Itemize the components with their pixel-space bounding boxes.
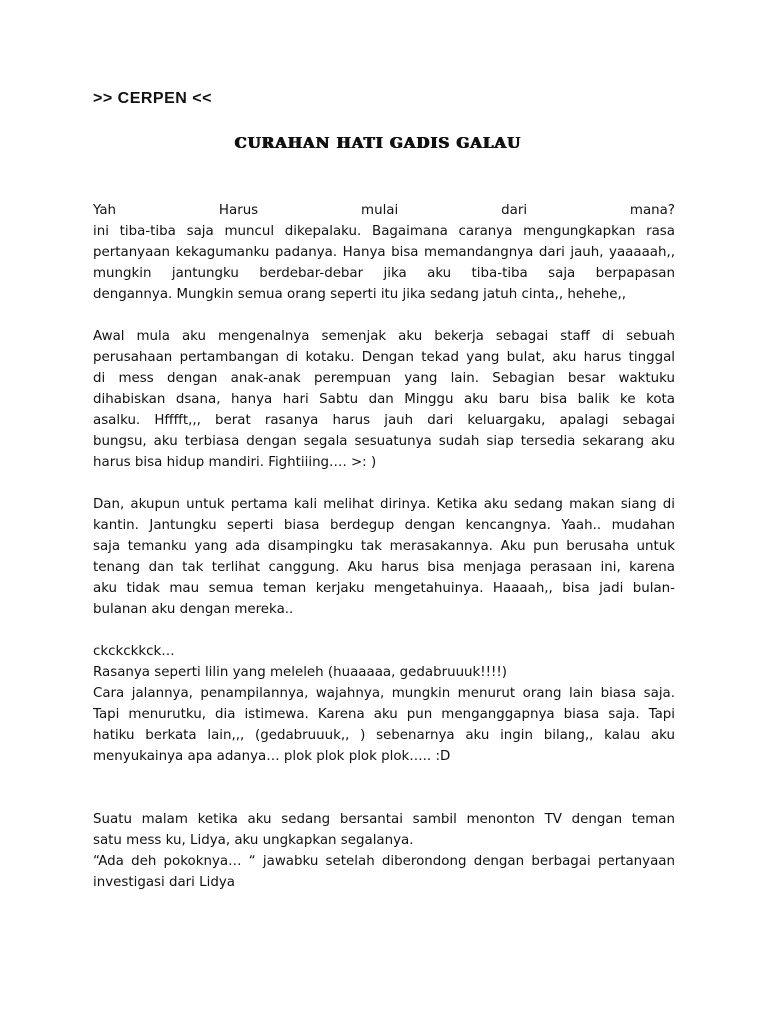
- document-header: >> CERPEN <<: [93, 90, 212, 107]
- text-line: Awal mula aku mengenalnya semenjak aku bekerja sebagai staff di sebuah: [93, 329, 675, 344]
- text-line: Cara jalannya, penampilannya, wajahnya, mungkin menurut orang lain biasa saja.: [93, 686, 675, 701]
- paragraph-2: [93, 326, 675, 473]
- text-line: harus bisa hidup mandiri. Fightiiing…. >: ): [93, 455, 377, 470]
- text-line: perusahaan pertambangan di kotaku. Dengan tekad yang bulat, aku harus tinggal: [93, 350, 675, 365]
- paragraph-4: [93, 641, 675, 767]
- text-line: hatiku berkata lain,,, (gedabruuuk,, ) sebenarnya aku ingin bilang,, kalau aku: [93, 728, 675, 743]
- story-title-text: CURAHAN HATI GADIS GALAU: [234, 134, 522, 152]
- text-line: investigasi dari Lidya: [93, 875, 235, 890]
- text-line: dengannya. Mungkin semua orang seperti itu jika sedang jatuh cinta,, hehehe,,: [93, 287, 627, 302]
- text-line: kantin. Jantungku seperti biasa berdegup dengan kencangnya. Yaah.. mudahan: [93, 518, 675, 533]
- text-line: Tapi menurutku, dia istimewa. Karena aku pun menganggapnya biasa saja. Tapi: [93, 707, 675, 722]
- text-line: saja temanku yang ada disampingku tak merasakannya. Aku pun berusaha untuk: [93, 539, 675, 554]
- text-line: ini tiba-tiba saja muncul dikepalaku. Bagaimana caranya mengungkapkan rasa: [93, 224, 675, 239]
- text-line: Dan, akupun untuk pertama kali melihat dirinya. Ketika aku sedang makan siang di: [93, 497, 675, 512]
- text-line: pertanyaan kekagumanku padanya. Hanya bisa memandangnya dari jauh, yaaaaah,,: [93, 245, 675, 260]
- story-title: [93, 134, 675, 152]
- text-line: Yah Harus mulai dari mana?: [93, 203, 675, 218]
- text-line: ckckckkck…: [93, 644, 175, 659]
- text-line: Suatu malam ketika aku sedang bersantai sambil menonton TV dengan teman: [93, 812, 675, 827]
- text-line: di mess dengan anak-anak perempuan yang lain. Sebagian besar waktuku: [93, 371, 675, 386]
- paragraph-5: [93, 809, 675, 893]
- text-line: menyukainya apa adanya… plok plok plok plok….. :D: [93, 749, 451, 764]
- text-line: mungkin jantungku berdebar-debar jika aku tiba-tiba saja berpapasan: [93, 266, 675, 281]
- paragraph-1: [93, 200, 675, 305]
- text-line: Rasanya seperti lilin yang meleleh (huaaaaa, gedabruuuk!!!!): [93, 665, 507, 680]
- text-line: aku tidak mau semua teman kerjaku mengetahuinya. Haaaah,, bisa jadi bulan-: [93, 581, 675, 596]
- text-line: dihabiskan dsana, hanya hari Sabtu dan Minggu aku baru bisa balik ke kota: [93, 392, 675, 407]
- document-page: [93, 90, 675, 914]
- text-line: bungsu, aku terbiasa dengan segala sesuatunya sudah siap tersedia sekarang aku: [93, 434, 675, 449]
- text-line: asalku. Hfffft,,, berat rasanya harus jauh dari keluargaku, apalagi sebagai: [93, 413, 675, 428]
- story-body: [93, 200, 675, 893]
- text-line: satu mess ku, Lidya, aku ungkapkan segalanya.: [93, 833, 414, 848]
- text-line: bulanan aku dengan mereka..: [93, 602, 294, 617]
- blank-line: [93, 788, 675, 809]
- text-line: “Ada deh pokoknya… “ jawabku setelah diberondong dengan berbagai pertanyaan: [93, 854, 675, 869]
- paragraph-3: [93, 494, 675, 620]
- text-line: tenang dan tak terlihat canggung. Aku harus bisa menjaga perasaan ini, karena: [93, 560, 675, 575]
